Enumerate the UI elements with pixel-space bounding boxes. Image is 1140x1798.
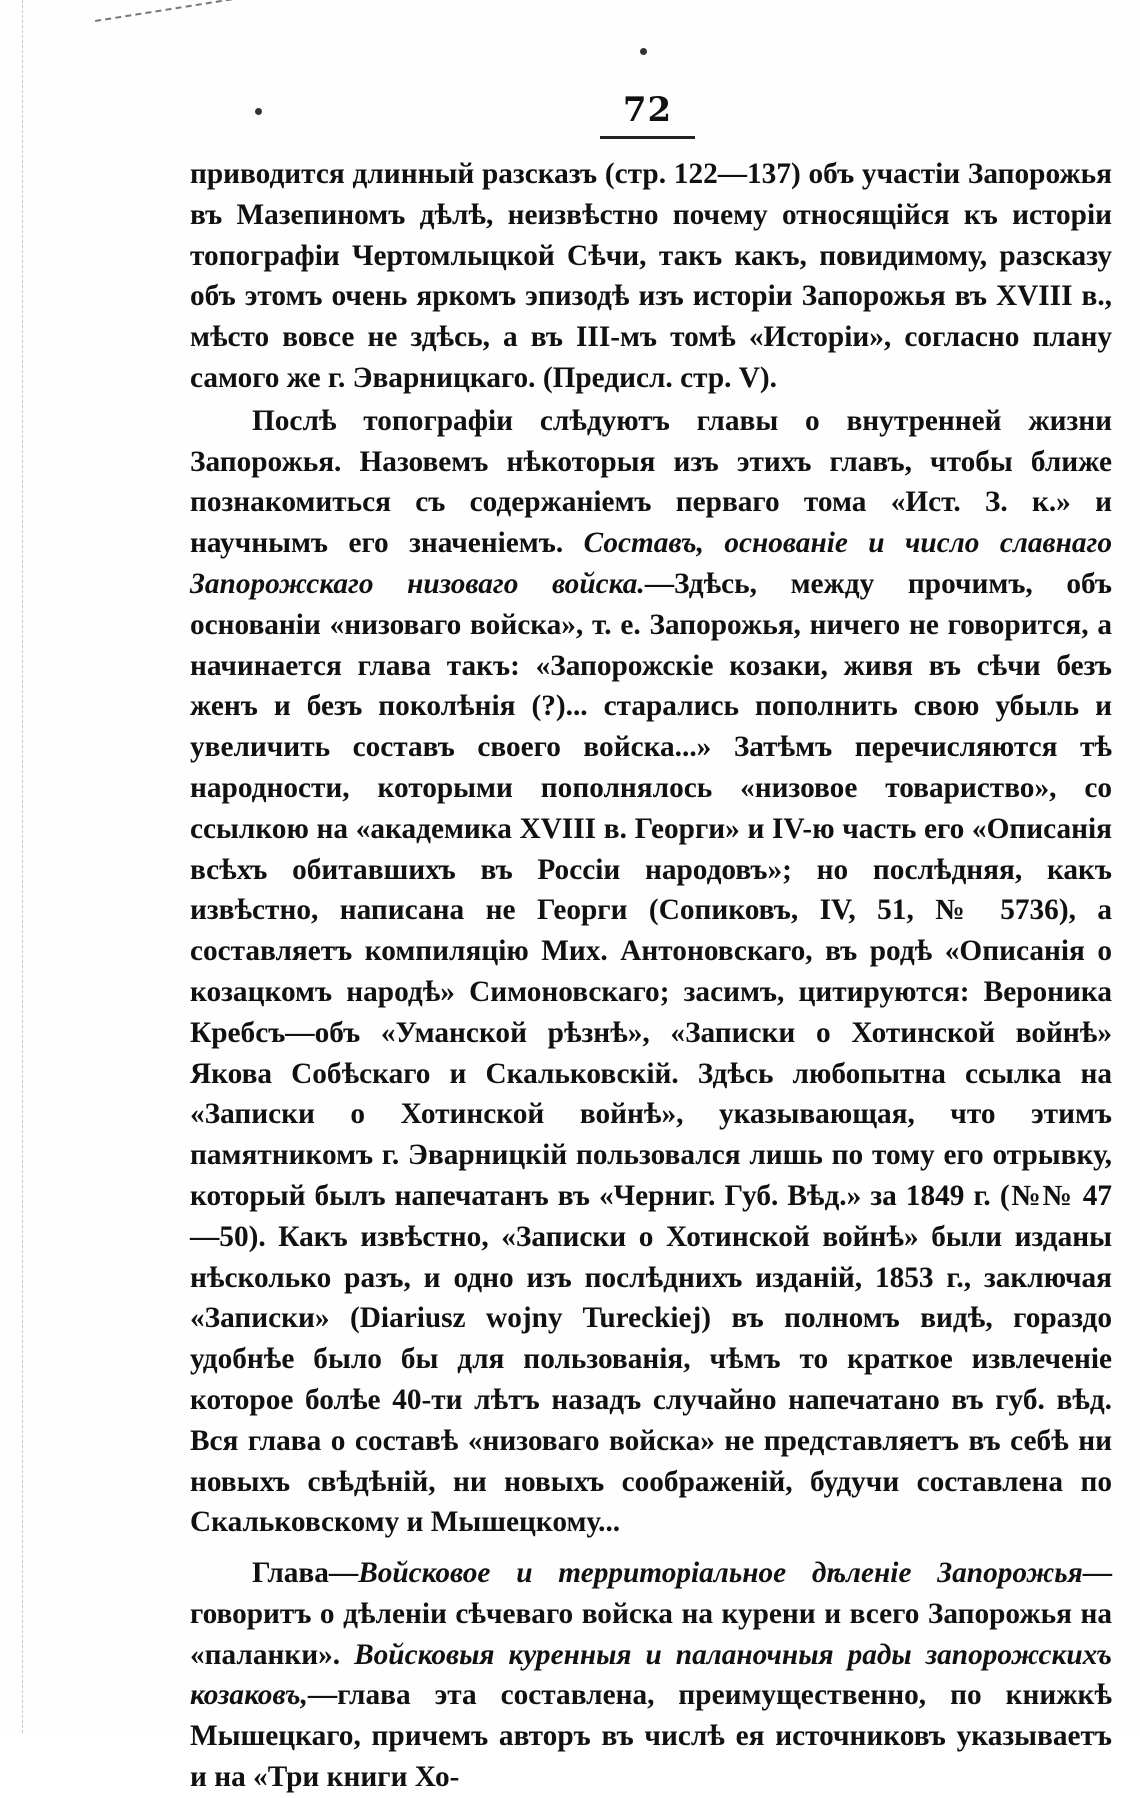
paragraph-2: [190, 401, 1112, 1543]
margin-dot: [640, 48, 647, 55]
margin-dot: [255, 108, 262, 115]
scan-edge: [0, 0, 23, 1733]
body-text: [190, 154, 1112, 1798]
text-segment: Глава—: [252, 1557, 359, 1590]
text-segment: приводится длинный разсказъ (стр. 122—137) объ участіи Запорожья въ Мазепиномъ дѣлѣ, неизвѣстно почему относящійся къ исторіи топографіи Чертомлыцкой Сѣчи, такъ какъ, повидимому, разсказу объ этомъ очень яркомъ эпизодѣ изъ исторіи Запорожья въ XVIII в., мѣсто вовсе не здѣсь, а въ III-мъ томѣ «Исторіи», согласно плану самого же г. Эварницкаго. (Предисл. стр. V).: [190, 158, 1112, 394]
page-number: 72: [600, 90, 695, 139]
text-segment: —глава эта составлена, преимущественно, по книжкѣ Мышецкаго, причемъ авторъ въ числѣ ея источниковъ указываетъ и на «Три книги Хо-: [190, 1679, 1112, 1794]
chapter-title-italic: Войсковое и территоріальное дѣленіе Запорожья: [358, 1557, 1083, 1590]
paragraph-3: [190, 1553, 1112, 1798]
chapter-title-italic: Войсковыя куренныя и паланочныя рады запорожскихъ козаковъ,: [190, 1638, 1112, 1712]
text-segment: —Здѣсь, между прочимъ, объ основаніи «низоваго войска», т. е. Запорожья, ничего не говорится, а начинается глава такъ: «Запорожскіе козаки, живя въ сѣчи безъ женъ и безъ поколѣнія (?)... старались пополнить свою убыль и увеличить составъ своего войска...» Затѣмъ перечисляются тѣ народности, которыми пополнялось «низовое товариство», со ссылкою на «академика XVIII в. Георги» и IV-ю часть его «Описанія всѣхъ обитавшихъ въ Россіи народовъ»; но послѣдняя, какъ извѣстно, написана не Георги (Сопиковъ, IV, 51, № 5736), а составляетъ компиляцію Мих. Антоновскаго, въ родѣ «Описанія о козацкомъ народѣ» Симоновскаго; засимъ, цитируются: Вероника Кребсъ—объ «Уманской рѣзнѣ», «Записки о Хотинской войнѣ» Якова Собѣскаго и Скальковскій. Здѣсь любопытна ссылка на «Записки о Хотинской войнѣ», указывающая, что этимъ памятникомъ г. Эварницкій пользовался лишь по тому его отрывку, который былъ напечатанъ въ «Черниг. Губ. Вѣд.» за 1849 г. (№№ 47—50). Какъ извѣстно, «Записки о Хотинской войнѣ» были изданы нѣсколько разъ, и одно изъ послѣднихъ изданій, 1853 г., заключая «Записки» (Diariusz wojny Tureckiej) въ полномъ видѣ, гораздо удобнѣе было бы для пользованія, чѣмъ то краткое извлеченіе которое болѣе 40-ти лѣтъ назадъ случайно напечатано въ губ. вѣд. Вся глава о составѣ «низоваго войска» не представляетъ въ себѣ ни новыхъ свѣдѣній, ни новыхъ соображеній, будучи составлена по Скальковскому и Мышецкому...: [190, 567, 1112, 1539]
text-segment: Послѣ топографіи слѣдуютъ главы о внутренней жизни Запорожья. Назовемъ нѣкоторыя изъ этихъ главъ, чтобы ближе познакомиться съ содержаніемъ перваго тома «Ист. З. к.» и научнымъ его значеніемъ.: [190, 404, 1112, 560]
corner-scribble: [95, 0, 333, 91]
paragraph-1: [190, 154, 1112, 399]
text-segment: —говоритъ о дѣленіи сѣчеваго войска на курени и всего Запорожья на «паланки».: [190, 1557, 1112, 1671]
chapter-title-italic: Составъ, основаніе и число славнаго Запорожскаго низоваго войска.: [190, 527, 1112, 600]
